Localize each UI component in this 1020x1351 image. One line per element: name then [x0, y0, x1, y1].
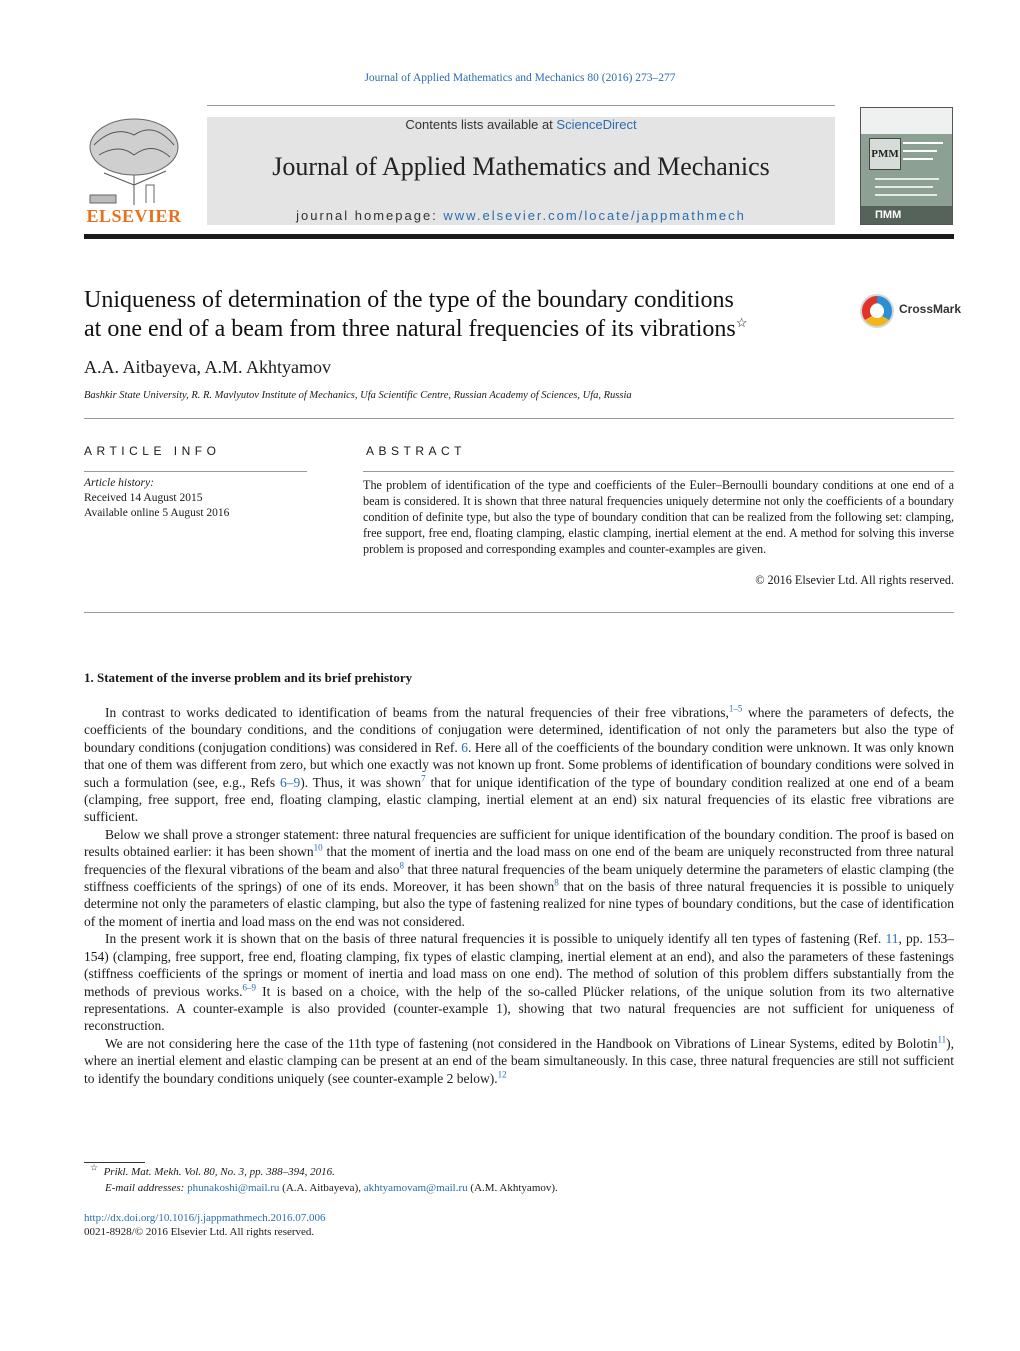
publisher-logo-text: ELSEVIER — [86, 206, 182, 226]
abstract-text: The problem of identification of the type and coefficients of the Euler–Bernoulli boundary conditions at one end of a beam is considered. It is shown that three natural frequencies uniquely determine not only the coefficients of a boundary condition of definite type, but also the type of boundary condition that can be realized from the following set: clamping, free support, free end, floating clamping, elastic clamping, inertial element at the end. A method for solving this inverse problem is proposed and corresponding examples and counter-examples are given. — [363, 478, 954, 556]
crossmark-label: CrossMark — [899, 302, 962, 316]
cover-line — [903, 142, 943, 144]
email-link[interactable]: akhtyamovam@mail.ru — [363, 1182, 468, 1194]
header-thick-rule — [84, 234, 954, 239]
ref-link[interactable]: 8 — [399, 860, 404, 871]
text: In the present work it is shown that on the basis of three natural frequencies it is possible to uniquely identify all ten types of fastening (Ref. — [105, 931, 886, 947]
text: Below we shall prove a stronger statement: three natural frequencies are sufficient for unique identification of the boundary condition. The proof is based on results obtained earlier: it has been shown — [84, 826, 954, 860]
email-link[interactable]: phunakoshi@mail.ru — [187, 1182, 280, 1194]
text: In contrast to works dedicated to identification of beams from the natural frequencies of their free vibrations, — [105, 705, 729, 720]
text: ), where an inertial element and elastic clamping can be present at an end of the beam simultaneously. In this case, three natural frequencies are still not sufficient to identify the boundary conditions uniquely (see counter-example 2 below). — [84, 1035, 954, 1086]
text: It is based on a choice, with the help of the so-called Plücker relations, of the unique solution from its two alternative representations. A counter-example is also provided (counter-example 1), showing that two natural frequencies are not sufficient for uniqueness of reconstruction. — [84, 983, 954, 1034]
email-owner: (A.M. Akhtyamov). — [467, 1182, 558, 1194]
homepage-prefix: journal homepage: — [296, 208, 444, 223]
doi-link[interactable] — [84, 1212, 325, 1224]
ref-link[interactable]: 6–9 — [279, 774, 301, 790]
doi-url[interactable]: http://dx.doi.org/10.1016/j.jappmathmech.2016.07.006 — [84, 1212, 326, 1224]
ref-link[interactable]: 11 — [885, 931, 899, 947]
journal-cover-image — [860, 107, 953, 225]
paragraph-2 — [84, 826, 954, 930]
divider-rule — [84, 418, 954, 419]
text: that on the basis of three natural frequencies it is possible to uniquely determine not only the parameters of elastic clamping, but also the type of fastening realized for nine types of boundary conditions, but the case of identification of the moment of inertia and load mass on the end was not considered. — [84, 879, 954, 929]
cover-line — [875, 194, 937, 196]
footnote-mark: ☆ — [90, 1162, 99, 1173]
article-title — [84, 286, 844, 344]
header-rule — [207, 105, 835, 106]
journal-homepage — [207, 208, 835, 223]
title-line-2 — [84, 315, 844, 344]
abstract-rule — [363, 471, 954, 472]
section-title: 1. Statement of the inverse problem and its brief prehistory — [84, 670, 413, 685]
text: that three natural frequencies of the beam uniquely determine the parameters of elastic clamping (the stiffness coefficients of the springs) of one of its ends. Moreover, it has been shown — [84, 861, 954, 895]
affiliation: Bashkir State University, R. R. Mavlyutov Institute of Mechanics, Ufa Scientific Centre, Russian Academy of Sciences, Ufa, Russia — [84, 390, 632, 401]
text: We are not considering here the case of the 11th type of fastening (not considered in the Handbook on Vibrations of Linear Systems, edited by Bolotin — [105, 1035, 938, 1051]
ref-link[interactable]: 10 — [313, 842, 323, 853]
cover-line — [903, 150, 937, 152]
article-info-rule — [84, 471, 307, 472]
journal-citation[interactable]: Journal of Applied Mathematics and Mechanics 80 (2016) 273–277 — [364, 72, 676, 84]
cover-line — [875, 186, 933, 188]
ref-link[interactable]: 8 — [554, 877, 559, 888]
available-date: Available online 5 August 2016 — [84, 507, 230, 519]
section-body — [84, 704, 954, 1087]
crossmark-button[interactable] — [858, 292, 962, 332]
ref-link[interactable]: 7 — [421, 773, 426, 784]
ref-link[interactable]: 12 — [497, 1069, 507, 1080]
title-line-2-text: at one end of a beam from three natural frequencies of its vibrations — [84, 316, 736, 342]
article-info-heading: ARTICLE INFO — [84, 444, 221, 458]
cover-line — [875, 178, 939, 180]
email-label: E-mail addresses: — [105, 1182, 188, 1194]
authors: A.A. Aitbayeva, A.M. Akhtyamov — [84, 357, 331, 377]
email-owner: (A.A. Aitbayeva), — [279, 1182, 364, 1194]
history-label: Article history: — [84, 477, 154, 489]
abstract-heading: ABSTRACT — [366, 444, 467, 458]
footnote-text: Prikl. Mat. Mekh. Vol. 80, No. 3, pp. 388–394, 2016. — [103, 1166, 335, 1178]
footnote-star — [90, 1162, 335, 1178]
text: . Here all of the coefficients of the boundary condition were unknown. It was only known that one of them was different from zero, but which one exactly was not known up front. Some problems of identification of boundary conditions were solved in such a formulation (see, e.g., Refs — [84, 739, 954, 790]
abstract-bottom-rule — [84, 612, 954, 613]
contents-prefix: Contents lists available at — [405, 117, 557, 132]
received-date: Received 14 August 2015 — [84, 492, 203, 504]
journal-name: Journal of Applied Mathematics and Mechanics — [272, 152, 770, 181]
cover-line — [903, 158, 933, 160]
paragraph-4 — [84, 1035, 954, 1087]
crossmark-icon — [858, 292, 898, 332]
homepage-link[interactable]: www.elsevier.com/locate/jappmathmech — [443, 208, 746, 223]
contents-line — [207, 117, 835, 132]
text: , pp. 153–154) (clamping, free support, free end, floating clamping, fix types of elastic clamping, inertial element at an end), and also the parameters of these fastenings (stiffness coefficients of the springs or moment of inertia and load mass on one end). The method of solution of this problem differs substantially from the methods of previous works. — [84, 931, 954, 999]
issn-line: 0021-8928/© 2016 Elsevier Ltd. All rights reserved. — [84, 1226, 315, 1238]
text: that the moment of inertia and the load mass on one end of the beam are uniquely reconstructed from three natural frequencies of the flexural vibrations of the beam and also — [84, 844, 954, 877]
abstract-copyright: © 2016 Elsevier Ltd. All rights reserved. — [755, 573, 954, 587]
cover-top-strip — [861, 108, 952, 134]
footnote-emails — [105, 1182, 558, 1194]
text: that for unique identification of the type of boundary condition realized at one end of a beam (clamping, free support, free end, floating clamping, elastic clamping, inertial element at an end) six natural frequencies of its elastic free vibrations are sufficient. — [84, 774, 954, 825]
text: ). Thus, it was shown — [300, 774, 422, 790]
title-line-1: Uniqueness of determination of the type of the boundary conditions — [84, 287, 734, 313]
article-history — [84, 476, 229, 521]
paragraph-1 — [84, 704, 954, 826]
text: where the parameters of defects, the coefficients of the boundary conditions, and the conditions of conjugation were determined, identification of not only the parameters but also the type of boundary conditions (conjugation conditions) was considered in Ref. — [84, 705, 954, 755]
paragraph-3 — [84, 930, 954, 1034]
title-star-mark[interactable]: ☆ — [735, 315, 748, 330]
sciencedirect-link[interactable]: ScienceDirect — [556, 117, 637, 132]
cover-title: PMM — [869, 138, 901, 170]
ref-link[interactable]: 6–9 — [242, 982, 256, 992]
ref-link[interactable]: 11 — [937, 1034, 947, 1045]
cover-bottom-label: ПММ — [861, 206, 952, 224]
ref-link[interactable]: 1–5 — [728, 703, 743, 714]
ref-link[interactable]: 6 — [461, 739, 468, 755]
